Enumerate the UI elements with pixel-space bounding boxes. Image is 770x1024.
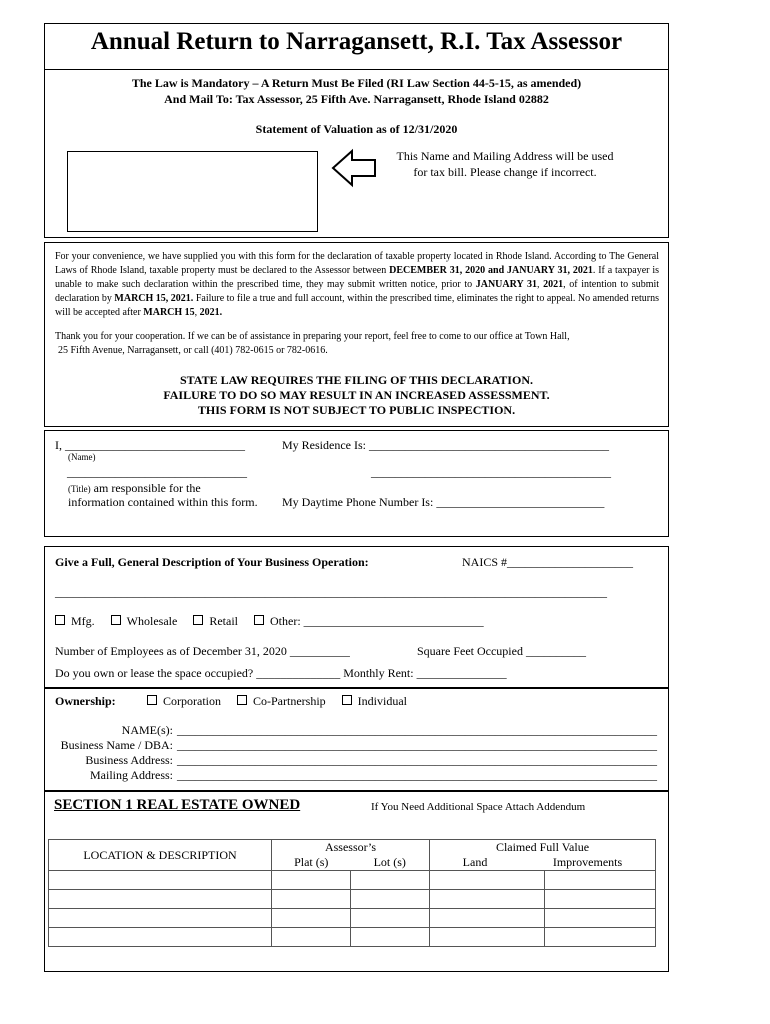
checkbox-icon: [111, 615, 121, 625]
address-box[interactable]: [67, 151, 318, 232]
ownership-options: [147, 694, 423, 709]
section1-title: SECTION 1 REAL ESTATE OWNED: [54, 797, 301, 813]
table-row: [49, 909, 656, 928]
table-cell[interactable]: [430, 890, 545, 909]
mail-line: And Mail To: Tax Assessor, 25 Fifth Ave. Narragansett, Rhode Island 02882: [164, 92, 549, 106]
arrow-left-icon: [330, 148, 378, 188]
checkbox-icon: [147, 695, 157, 705]
residence-field[interactable]: My Residence Is: ________________________________________: [282, 438, 609, 452]
option-co-partnership[interactable]: Co-Partnership: [237, 694, 326, 709]
dba-label: Business Name / DBA:: [60, 738, 173, 752]
names-field[interactable]: ________________________________________________________________________________: [177, 723, 657, 737]
warning-2: FAILURE TO DO SO MAY RESULT IN AN INCREASED ASSESSMENT.: [163, 388, 550, 402]
table-cell[interactable]: [272, 928, 351, 947]
real-estate-table: [48, 839, 656, 947]
table-cell[interactable]: [49, 928, 272, 947]
table-cell[interactable]: [430, 928, 545, 947]
warning-3: THIS FORM IS NOT SUBJECT TO PUBLIC INSPECTION.: [197, 403, 516, 417]
name-caption: (Name): [68, 452, 96, 462]
address-note-2: for tax bill. Please change if incorrect.: [413, 165, 597, 179]
dba-field[interactable]: ________________________________________________________________________________: [177, 738, 657, 752]
col-assessor: Assessor’s Plat (s) Lot (s): [272, 840, 430, 871]
option-other[interactable]: Other: ______________________________: [254, 614, 484, 629]
col-land: Land: [462, 855, 488, 869]
table-cell[interactable]: [545, 890, 656, 909]
table-cell[interactable]: [49, 871, 272, 890]
statement-date: Statement of Valuation as of 12/31/2020: [255, 122, 458, 136]
employees-field[interactable]: Number of Employees as of December 31, 2020 __________: [55, 644, 350, 658]
business-description-label: Give a Full, General Description of Your Business Operation:: [55, 555, 369, 569]
col-improvements: Improvements: [552, 855, 623, 869]
title-divider: [44, 69, 669, 70]
table-cell[interactable]: [49, 909, 272, 928]
col-location: LOCATION & DESCRIPTION: [49, 840, 272, 871]
business-address-field[interactable]: ________________________________________________________________________________: [177, 753, 657, 767]
table-row: [49, 871, 656, 890]
checkbox-icon: [55, 615, 65, 625]
naics-field[interactable]: NAICS #_____________________: [462, 555, 634, 569]
name-field[interactable]: I, ______________________________: [55, 438, 245, 452]
names-label: NAME(s):: [121, 723, 173, 737]
warning-1: STATE LAW REQUIRES THE FILING OF THIS DECLARATION.: [180, 373, 533, 387]
responsibility-line-2: information contained within this form.: [68, 495, 258, 509]
ownership-label: Ownership:: [55, 694, 116, 708]
title-caption: (Title): [68, 484, 91, 494]
table-cell[interactable]: [272, 871, 351, 890]
square-feet-field[interactable]: Square Feet Occupied __________: [417, 644, 586, 658]
option-wholesale[interactable]: Wholesale: [111, 614, 178, 629]
checkbox-icon: [193, 615, 203, 625]
business-type-options: [55, 614, 500, 629]
mailing-address-label: Mailing Address:: [90, 768, 173, 782]
checkbox-icon: [254, 615, 264, 625]
table-row: [49, 928, 656, 947]
section1-note: If You Need Additional Space Attach Addendum: [371, 801, 586, 813]
table-cell[interactable]: [545, 871, 656, 890]
address-note-1: This Name and Mailing Address will be used: [396, 149, 614, 163]
notice-paragraph: For your convenience, we have supplied you with this form for the declaration of taxable property located in Rhode Island. According to The General Laws of Rhode Island, taxable property must be declared to the Assessor between DECEMBER 31, 2020 and JANUARY 31, 2021. If a taxpayer is unable to make such declaration within the prescribed time, they may submit written notice, prior to JANUARY 31, 2021, of intention to submit declaration by MARCH 15, 2021. Failure to file a true and full account, within the prescribed time, eliminates the right to appeal. No amended returns will be accepted after MARCH 15, 2021.: [55, 251, 660, 318]
table-row: [49, 890, 656, 909]
residence-field-line-2[interactable]: ________________________________________: [371, 465, 611, 479]
option-corporation[interactable]: Corporation: [147, 694, 221, 709]
option-individual[interactable]: Individual: [342, 694, 407, 709]
business-address-label: Business Address:: [85, 753, 173, 767]
table-cell[interactable]: [351, 890, 430, 909]
table-cell[interactable]: [545, 928, 656, 947]
table-cell[interactable]: [49, 890, 272, 909]
table-cell[interactable]: [351, 909, 430, 928]
thanks-line-2: 25 Fifth Avenue, Narragansett, or call (401) 782-0615 or 782-0616.: [58, 345, 328, 356]
responsibility-line-1: (Title) am responsible for the: [68, 481, 201, 495]
checkbox-icon: [237, 695, 247, 705]
table-cell[interactable]: [430, 871, 545, 890]
form-title: Annual Return to Narragansett, R.I. Tax Assessor: [90, 28, 623, 55]
col-claimed-value: Claimed Full Value Land Improvements: [430, 840, 656, 871]
thanks-line-1: Thank you for your cooperation. If we can be of assistance in preparing your report, feel free to come to our office at Town Hall,: [55, 331, 570, 342]
table-cell[interactable]: [351, 928, 430, 947]
table-cell[interactable]: [272, 909, 351, 928]
law-line: The Law is Mandatory – A Return Must Be Filed (RI Law Section 44-5-15, as amended): [131, 76, 582, 90]
mailing-address-field[interactable]: ________________________________________________________________________________: [177, 768, 657, 782]
col-plat: Plat (s): [294, 855, 329, 869]
col-lot: Lot (s): [373, 855, 406, 869]
title-field[interactable]: ______________________________: [67, 465, 247, 479]
phone-field[interactable]: My Daytime Phone Number Is: ____________________________: [282, 495, 605, 509]
checkbox-icon: [342, 695, 352, 705]
option-mfg[interactable]: Mfg.: [55, 614, 95, 629]
table-cell[interactable]: [351, 871, 430, 890]
table-cell[interactable]: [545, 909, 656, 928]
own-lease-field[interactable]: Do you own or lease the space occupied? ______________ Monthly Rent: _______________: [55, 666, 507, 680]
table-cell[interactable]: [272, 890, 351, 909]
option-retail[interactable]: Retail: [193, 614, 238, 629]
business-description-field[interactable]: ____________________________________________________________________________________________: [55, 585, 607, 599]
table-cell[interactable]: [430, 909, 545, 928]
